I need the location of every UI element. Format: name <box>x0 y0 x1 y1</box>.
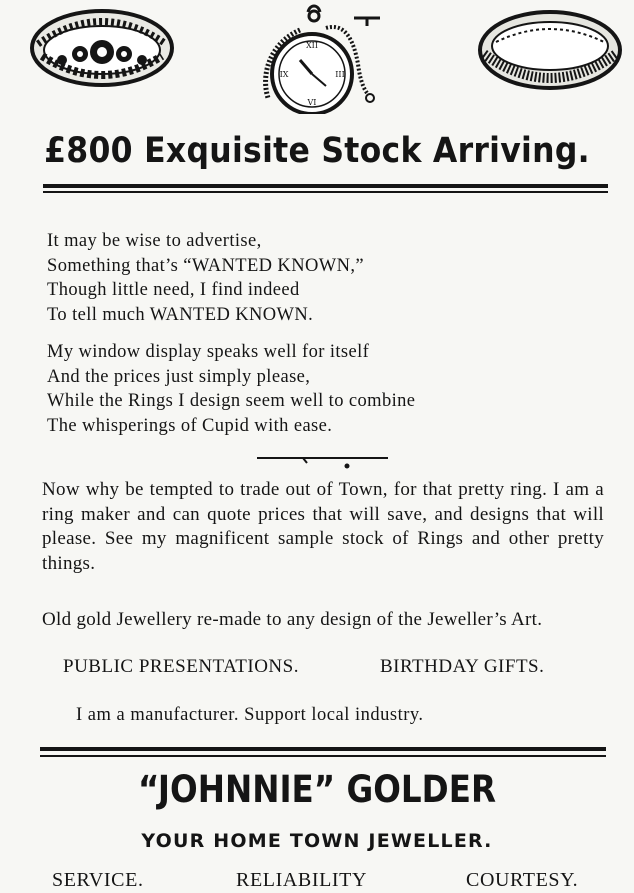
manufacturer-note: I am a manufacturer. Support local industry. <box>76 705 424 725</box>
poem-stanza-1 <box>47 229 364 327</box>
brand-tagline: YOUR HOME TOWN JEWELLER. <box>141 830 493 852</box>
footer-service: SERVICE. <box>52 869 144 891</box>
body-paragraph-1: Now why be tempted to trade out of Town, for that pretty ring. I am a ring maker and can quote prices that will save, and designs that will please. See my magnificent sample stock of Rings and other pretty things. <box>42 479 604 574</box>
poem-line: Though little need, I find indeed <box>47 280 300 300</box>
poem-line: Something that’s “WANTED KNOWN,” <box>47 255 364 276</box>
poem-line: And the prices just simply please, <box>47 366 311 387</box>
ring-icon <box>28 4 176 90</box>
poem-stanza-2 <box>47 340 415 438</box>
divider-rule <box>40 747 606 751</box>
footer-courtesy: COURTESY. <box>466 869 579 891</box>
poem-line: To tell much WANTED KNOWN. <box>47 304 314 325</box>
wedding-band-icon <box>476 6 624 94</box>
footer-reliability: RELIABILITY <box>236 869 368 891</box>
divider-rule <box>40 755 606 757</box>
ornament-divider <box>255 452 390 472</box>
poem-line: It may be wise to advertise, <box>47 231 262 251</box>
svg-text:VI: VI <box>307 98 317 107</box>
svg-text:XII: XII <box>305 41 319 50</box>
poem-line: The whisperings of Cupid with ease. <box>47 415 333 436</box>
divider-rule <box>43 191 608 193</box>
poem-line: While the Rings I design seem well to combine <box>47 391 416 411</box>
poem-line: My window display speaks well for itself <box>47 342 370 362</box>
body-paragraph-2: Old gold Jewellery re-made to any design of the Jeweller’s Art. <box>42 609 543 630</box>
divider-rule <box>43 184 608 188</box>
brand-name: “JOHNNIE” GOLDER <box>137 768 497 811</box>
headline: £800 Exquisite Stock Arriving. <box>44 131 590 171</box>
svg-text:III: III <box>335 70 345 79</box>
svg-text:IX: IX <box>279 70 289 79</box>
presentations-text: PUBLIC PRESENTATIONS. <box>63 656 299 677</box>
birthday-gifts-text: BIRTHDAY GIFTS. <box>380 656 545 677</box>
pocket-watch-icon <box>252 2 390 114</box>
